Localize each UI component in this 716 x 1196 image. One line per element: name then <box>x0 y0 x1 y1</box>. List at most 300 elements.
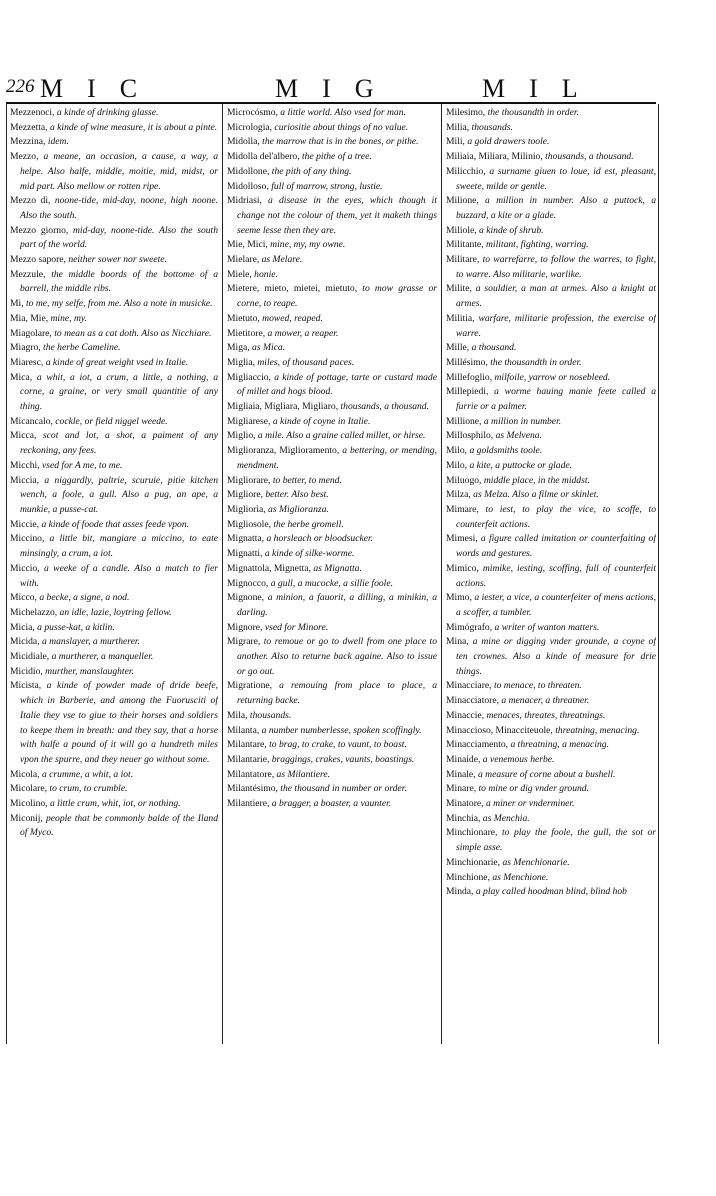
definition: noone-tide, mid-day, noone, high noone. Also the south. <box>20 195 218 221</box>
definition: to mean as a cat doth. Also as Nicchiare. <box>51 327 212 339</box>
dictionary-entry <box>227 503 437 518</box>
dictionary-entry <box>10 429 218 458</box>
dictionary-entry <box>10 532 218 561</box>
definition: better. Also best. <box>262 489 329 501</box>
dictionary-entry <box>446 238 656 253</box>
headword: Midolla, <box>227 136 260 148</box>
headword: Migliore, <box>227 489 263 501</box>
headword: Mezzetta, <box>10 121 48 133</box>
definition: a kinde of great weight vsed in Italie. <box>43 356 189 368</box>
headword: Minchionarie, <box>446 856 501 868</box>
headword: Milione, <box>446 195 479 207</box>
dictionary-entry <box>446 165 656 194</box>
dictionary-entry <box>10 415 218 430</box>
definition: the thousand in number or order. <box>277 783 407 795</box>
definition: threatning, menacing. <box>552 724 640 736</box>
dictionary-entry <box>446 312 656 341</box>
dictionary-entry <box>227 753 437 768</box>
definition: the thousandth in order. <box>487 356 582 368</box>
dictionary-entry <box>446 503 656 532</box>
definition: vsed for Minore. <box>262 621 329 633</box>
dictionary-entry <box>446 724 656 739</box>
dictionary-entry <box>227 253 437 268</box>
dictionary-entry <box>446 621 656 636</box>
dictionary-entry <box>446 106 656 121</box>
headword: Migliaia, Migliara, Migliaro, <box>227 401 339 413</box>
dictionary-entry <box>446 474 656 489</box>
headword: Milo, <box>446 459 468 471</box>
definition: a kinde of powder made of dride beefe, which in Barberie, and among the Fuorusciti of Italie they vse to giue to their horses and soldiers to keepe them in breath: and they say, that a horse with halfe a pound of it will go a hundreth miles vpon the spurre, and they neuer go without some. <box>20 680 218 765</box>
headword: Militante, <box>446 239 484 251</box>
dictionary-entry <box>10 459 218 474</box>
dictionary-entry <box>227 312 437 327</box>
headword: Migliaccio, <box>227 371 271 383</box>
definition: a kinde of foode that asses feede vpon. <box>39 518 190 530</box>
headword: Millepiedi, <box>446 386 489 398</box>
definition: vsed for A me, to me. <box>39 459 123 471</box>
definition: mine, my, my owne. <box>267 239 346 251</box>
dictionary-entry <box>227 621 437 636</box>
headword: Milo, <box>446 445 468 457</box>
dictionary-entry <box>10 621 218 636</box>
definition: to iest, to play the vice, to scoffe, to counterfeit actions. <box>456 503 656 530</box>
dictionary-entry <box>10 341 218 356</box>
headword: Minchia, <box>446 812 481 824</box>
dictionary-entry <box>446 459 656 474</box>
dictionary-entry <box>446 797 656 812</box>
definition: a gold drawers toole. <box>464 136 550 148</box>
headword: Militia, <box>446 312 475 324</box>
headword: Mi, <box>10 298 24 310</box>
headword: Millefoglio, <box>446 371 493 383</box>
column-rule <box>441 104 442 1044</box>
dictionary-entry <box>446 635 656 679</box>
definition: a surname giuen to loue, id est, pleasant, sweete, milde or gentle. <box>456 165 656 192</box>
definition: thousands, a thousand. <box>338 401 429 413</box>
headword: Minchionare, <box>446 827 498 839</box>
headword: Miglio, <box>227 430 256 442</box>
headword: Milite, <box>446 283 472 295</box>
dictionary-entry <box>446 194 656 223</box>
definition: a meane, an occasion, a cause, a way, a helpe. Also halfe, middle, moitie, mid, midst, or mid part. Also mellow or rotten ripe. <box>20 151 218 192</box>
headword: Miagolare, <box>10 327 52 339</box>
definition: the herbe gromell. <box>270 518 344 530</box>
definition: a measure of corne about a bushell. <box>475 768 616 780</box>
definition: a mile. Also a graine called millet, or hirse. <box>255 430 426 442</box>
dictionary-entry <box>10 665 218 680</box>
headword: Mietitore, <box>227 327 266 339</box>
dictionary-entry <box>446 885 656 900</box>
headword: Micolino, <box>10 798 48 810</box>
definition: militant, fighting, warring. <box>483 239 589 251</box>
headword: Miccia, <box>10 474 40 486</box>
dictionary-entry <box>10 518 218 533</box>
definition: a million in number. <box>481 415 562 427</box>
dictionary-entry <box>446 371 656 386</box>
dictionary-entry <box>446 812 656 827</box>
headword: Mietere, mieto, mietei, mietuto, <box>227 283 358 295</box>
definition: mid-day, noone-tide. Also the south part of the world. <box>20 224 218 251</box>
definition: to mow grasse or corne, to reape. <box>237 283 437 310</box>
dictionary-entry <box>446 753 656 768</box>
definition: a kite, a puttocke or glade. <box>467 459 573 471</box>
headword: Mezzo sapore, <box>10 254 66 266</box>
definition: as Milantiere. <box>274 768 331 780</box>
dictionary-entry <box>446 738 656 753</box>
dictionary-entry <box>10 768 218 783</box>
dictionary-entry <box>10 297 218 312</box>
headword: Micancalo, <box>10 415 53 427</box>
headword: Millione, <box>446 415 482 427</box>
running-head-left: MIC <box>40 74 162 103</box>
definition: murther, manslaughter. <box>42 665 134 677</box>
definition: a kinde of wine measure, it is about a pinte. <box>47 121 218 133</box>
definition: cockle, or field niggel weede. <box>52 415 168 427</box>
definition: the pith of any thing. <box>269 165 352 177</box>
headword: Milia, <box>446 121 470 133</box>
dictionary-entry <box>227 577 437 592</box>
definition: neither sower nor sweete. <box>65 254 167 266</box>
definition: a iester, a vice, a counterfeiter of mens actions, a scoffer, a tumbler. <box>456 592 656 618</box>
headword: Miliole, <box>446 224 477 236</box>
dictionary-entry <box>10 312 218 327</box>
definition: warfare, militarie profession, the exercise of warre. <box>456 312 656 339</box>
definition: a murtherer, a manqueller. <box>49 651 154 663</box>
headword: Midollone, <box>227 165 270 177</box>
definition: a minion, a fauorit, a dilling, a minikin, a darling. <box>237 592 437 618</box>
headword: Milantarie, <box>227 753 270 765</box>
definition: the middle boords of the bottome of a barrell, the middle ribs. <box>20 268 218 295</box>
definition: as Melare. <box>259 254 303 266</box>
headword: Mezzo, <box>10 151 39 163</box>
dictionary-entry <box>227 400 437 415</box>
dictionary-entry <box>446 591 656 620</box>
headword: Miglioranza, Miglioramento, <box>227 445 340 457</box>
definition: a bragger, a boaster, a vaunter. <box>269 798 392 810</box>
definition: the pithe of a tree. <box>299 151 372 163</box>
dictionary-entry <box>227 782 437 797</box>
definition: the herbe Cameline. <box>40 342 121 354</box>
dictionary-entry <box>227 194 437 238</box>
headword: Mina, <box>446 636 469 648</box>
dictionary-entry <box>10 679 218 767</box>
headword: Midriasi, <box>227 195 262 207</box>
dictionary-entry <box>446 488 656 503</box>
definition: menaces, threates, threatnings. <box>484 709 606 721</box>
headword: Mignone, <box>227 592 265 604</box>
dictionary-entry <box>446 356 656 371</box>
headword: Migliosole, <box>227 518 271 530</box>
running-head-center: MIG <box>275 74 398 103</box>
dictionary-entry <box>446 532 656 561</box>
definition: a kinde of drinking glasse. <box>54 107 159 118</box>
dictionary-entry <box>10 106 218 121</box>
dictionary-entry <box>10 224 218 253</box>
dictionary-entry <box>446 871 656 886</box>
headword: Milanta, <box>227 724 260 736</box>
definition: braggings, crakes, vaunts, boastings. <box>269 753 415 765</box>
dictionary-entry <box>10 782 218 797</box>
headword: Micca, <box>10 430 37 442</box>
headword: Mimo, <box>446 592 472 604</box>
definition: to better, to mend. <box>270 474 342 486</box>
page-header <box>0 74 716 103</box>
dictionary-entry <box>10 356 218 371</box>
dictionary-entry <box>10 650 218 665</box>
headword: Miliaia, Miliara, Milinio, <box>446 151 543 163</box>
dictionary-entry <box>227 797 437 812</box>
headword: Miaresc, <box>10 356 44 368</box>
headword: Mille, <box>446 342 470 354</box>
definition: a bettering, or mending, mendment. <box>237 445 437 471</box>
definition: a number numberlesse, spoken scoffingly. <box>259 724 422 736</box>
definition: middle place, in the middst. <box>481 474 590 486</box>
headword: Milantiere, <box>227 798 270 810</box>
definition: as Mignatta. <box>310 562 362 574</box>
definition: a mine or digging vnder grounde, a coyne of ten crownes. Also a kinde of measure for drie things. <box>456 636 656 677</box>
definition: a threatning, a menacing. <box>508 739 609 751</box>
headword: Miele, <box>227 268 252 280</box>
headword: Migliarese, <box>227 415 271 427</box>
dictionary-entry <box>227 547 437 562</box>
headword: Micco, <box>10 592 37 604</box>
dictionary-entry <box>10 635 218 650</box>
headword: Miccino, <box>10 533 45 545</box>
dictionary-entry <box>227 282 437 311</box>
dictionary-entry <box>227 150 437 165</box>
definition: to me, my selfe, from me. Also a note in musicke. <box>23 298 213 310</box>
headword: Midolla del'albero, <box>227 151 300 163</box>
column-rule <box>222 104 223 1044</box>
headword: Mia, Mie, <box>10 312 49 324</box>
dictionary-entry <box>227 180 437 195</box>
headword: Migliorare, <box>227 474 271 486</box>
headword: Minacciatore, <box>446 695 500 707</box>
dictionary-entry <box>227 106 437 121</box>
definition: full of marrow, strong, lustie. <box>268 180 383 192</box>
headword: Mezzule, <box>10 268 46 280</box>
headword: Micidiale, <box>10 651 50 663</box>
definition: to play the foole, the gull, the sot or simple asse. <box>456 827 656 854</box>
headword: Minda, <box>446 886 474 898</box>
dictionary-entry <box>10 797 218 812</box>
definition: thousands. <box>469 121 513 133</box>
definition: scot and lot, a shot, a paiment of any reckoning, any fees. <box>20 430 218 457</box>
definition: curiositie about things of no value. <box>272 121 409 133</box>
headword: Microcósmo, <box>227 107 278 118</box>
headword: Millésimo, <box>446 356 488 368</box>
headword: Migrare, <box>227 636 261 648</box>
definition: to brag, to crake, to vaunt, to boast. <box>266 739 407 751</box>
headword: Miglia, <box>227 356 255 368</box>
definition: a crumme, a whit, a iot. <box>39 768 134 780</box>
definition: a writer of wanton matters. <box>492 621 600 633</box>
headword: Minaccie, <box>446 709 485 721</box>
column-1 <box>10 106 218 1036</box>
column-3 <box>446 106 656 1036</box>
definition: a whit, a iot, a crum, a little, a nothing, a corne, a graine, or very small quantitie of any thing. <box>20 371 218 413</box>
definition: a remouing from place to place, a returning backe. <box>237 680 437 707</box>
dictionary-entry <box>10 135 218 150</box>
definition: a little bit, mangiare a miccino, to eate minsingly, a crum, a iot. <box>20 533 218 560</box>
definition: a disease in the eyes, which though it change not the colour of them, yet it maketh things seeme lesse then they are. <box>237 195 437 236</box>
dictionary-entry <box>227 488 437 503</box>
dictionary-entry <box>446 694 656 709</box>
definition: a worme hauing manie feete called a furrie or a palmer. <box>456 386 656 413</box>
headword: Migratione, <box>227 680 273 692</box>
dictionary-entry <box>227 135 437 150</box>
column-rule <box>658 104 659 1044</box>
dictionary-entry <box>446 826 656 855</box>
headword: Mezzina, <box>10 136 46 148</box>
definition: as Melza. Also a filme or skinlet. <box>470 489 599 501</box>
headword: Mignore, <box>227 621 263 633</box>
definition: thousands, a thousand. <box>542 151 634 163</box>
headword: Miagro, <box>10 342 41 354</box>
dictionary-entry <box>227 268 437 283</box>
definition: a little world. Also vsed for man. <box>277 107 406 118</box>
headword: Mezzo dì, <box>10 195 51 207</box>
dictionary-entry <box>446 341 656 356</box>
definition: a gull, a mucocke, a sillie foole. <box>268 577 394 589</box>
dictionary-entry <box>227 371 437 400</box>
headword: Miga, <box>227 342 250 354</box>
headword: Mezzenoci, <box>10 107 55 118</box>
headword: Micidio, <box>10 665 43 677</box>
dictionary-entry <box>446 135 656 150</box>
headword: Mimesi, <box>446 533 478 545</box>
dictionary-entry <box>446 429 656 444</box>
dictionary-entry <box>446 253 656 282</box>
dictionary-entry <box>227 591 437 620</box>
dictionary-entry <box>446 562 656 591</box>
headword: Mimico, <box>446 562 479 574</box>
dictionary-entry <box>227 532 437 547</box>
definition: the marrow that is in the bones, or pithe. <box>259 136 419 148</box>
headword: Milesimo, <box>446 107 486 118</box>
dictionary-entry <box>227 341 437 356</box>
headword: Mignattola, Mignetta, <box>227 562 311 574</box>
definition: a kinde of coyne in Italie. <box>270 415 371 427</box>
headword: Micista, <box>10 680 42 692</box>
headword: Mili, <box>446 136 465 148</box>
headword: Mila, <box>227 709 248 721</box>
dictionary-entry <box>227 238 437 253</box>
headword: Micrologia, <box>227 121 273 133</box>
headword: Milicchio, <box>446 165 486 177</box>
definition: a horsleach or bloodsucker. <box>264 533 374 545</box>
definition: a weeke of a candle. Also a match to fier with. <box>20 562 218 589</box>
definition: as Menchione. <box>489 871 549 883</box>
dictionary-entry <box>446 782 656 797</box>
dictionary-entry <box>227 635 437 679</box>
headword: Miconij, <box>10 812 43 824</box>
definition: a manslayer, a murtherer. <box>39 636 140 648</box>
definition: a kinde of pottage, tarte or custard made of millet and hogs blood. <box>237 371 437 398</box>
headword: Militare, <box>446 254 480 266</box>
definition: to remoue or go to dwell from one place to another. Also to returne back againe. Also to issue or go out. <box>237 636 437 677</box>
headword: Minchione, <box>446 871 490 883</box>
dictionary-entry <box>446 385 656 414</box>
dictionary-entry <box>227 121 437 136</box>
headword: Miccie, <box>10 518 40 530</box>
dictionary-entry <box>446 709 656 724</box>
definition: thousands. <box>247 709 292 721</box>
dictionary-entry <box>446 856 656 871</box>
dictionary-entry <box>227 444 437 473</box>
headword: Mezzo giorno, <box>10 224 69 236</box>
dictionary-entry <box>227 415 437 430</box>
dictionary-entry <box>10 268 218 297</box>
dictionary-entry <box>227 474 437 489</box>
headword: Milza, <box>446 489 471 501</box>
headword: Mignatti, <box>227 548 263 560</box>
headword: Micia, <box>10 621 35 633</box>
dictionary-entry <box>10 194 218 223</box>
definition: a niggardly, paltrie, scuruie, pitie kitchen wench, a foole, a gull. Also a pug, an ape, a munkie, a pusse-cat. <box>20 474 218 515</box>
definition: milfoile, yarrow or nosebleed. <box>492 371 611 383</box>
running-head-right: MIL <box>482 74 602 103</box>
dictionary-entry <box>227 518 437 533</box>
dictionary-entry <box>10 150 218 194</box>
headword: Milantésimo, <box>227 783 278 795</box>
dictionary-entry <box>446 282 656 311</box>
definition: a million in number. Also a puttock, a buzzard, a kite or a glade. <box>456 195 656 221</box>
headword: Miluogo, <box>446 474 482 486</box>
headword: Micolare, <box>10 783 48 795</box>
dictionary-entry <box>227 562 437 577</box>
definition: a kinde of silke-worme. <box>262 548 355 560</box>
dictionary-entry <box>227 709 437 724</box>
definition: as Miglioranza. <box>265 503 329 515</box>
headword: Mie, Mici, <box>227 239 268 251</box>
dictionary-entry <box>10 371 218 415</box>
headword: Micchi, <box>10 459 40 471</box>
headword: Mimare, <box>446 503 479 515</box>
dictionary-entry <box>446 768 656 783</box>
headword: Michelazzo, <box>10 606 58 618</box>
dictionary-entry <box>10 327 218 342</box>
definition: a play called hoodman blind, blind hob <box>473 886 627 898</box>
dictionary-entry <box>10 606 218 621</box>
definition: a becke, a signe, a nod. <box>36 592 130 604</box>
column-2 <box>227 106 437 1036</box>
headword: Millosphilo, <box>446 430 494 442</box>
definition: mine, my. <box>48 312 88 324</box>
dictionary-entry <box>227 429 437 444</box>
definition: an idle, lazie, loytring fellow. <box>57 606 172 618</box>
headword: Minaide, <box>446 753 481 765</box>
dictionary-entry <box>446 444 656 459</box>
definition: people that be commonly balde of the Iland of Myco. <box>20 812 218 839</box>
definition: a souldier, a man at armes. Also a knight at armes. <box>456 283 656 310</box>
definition: mowed, reaped. <box>259 312 323 324</box>
headword: Mimógrafo, <box>446 621 493 633</box>
definition: as Mica. <box>249 342 286 354</box>
dictionary-entry <box>10 812 218 841</box>
dictionary-entry <box>227 738 437 753</box>
dictionary-entry <box>446 121 656 136</box>
header-rule <box>6 102 656 104</box>
headword: Midolloso, <box>227 180 269 192</box>
definition: a menacer, a threatner. <box>499 695 590 707</box>
dictionary-entry <box>227 356 437 371</box>
definition: a venemous herbe. <box>480 753 555 765</box>
definition: a pusse-kat, a kitlin. <box>34 621 115 633</box>
definition: a little crum, whit, iot, or nothing. <box>47 798 181 810</box>
column-rule <box>6 104 7 1044</box>
headword: Minaccioso, Minacciteuole, <box>446 724 553 736</box>
